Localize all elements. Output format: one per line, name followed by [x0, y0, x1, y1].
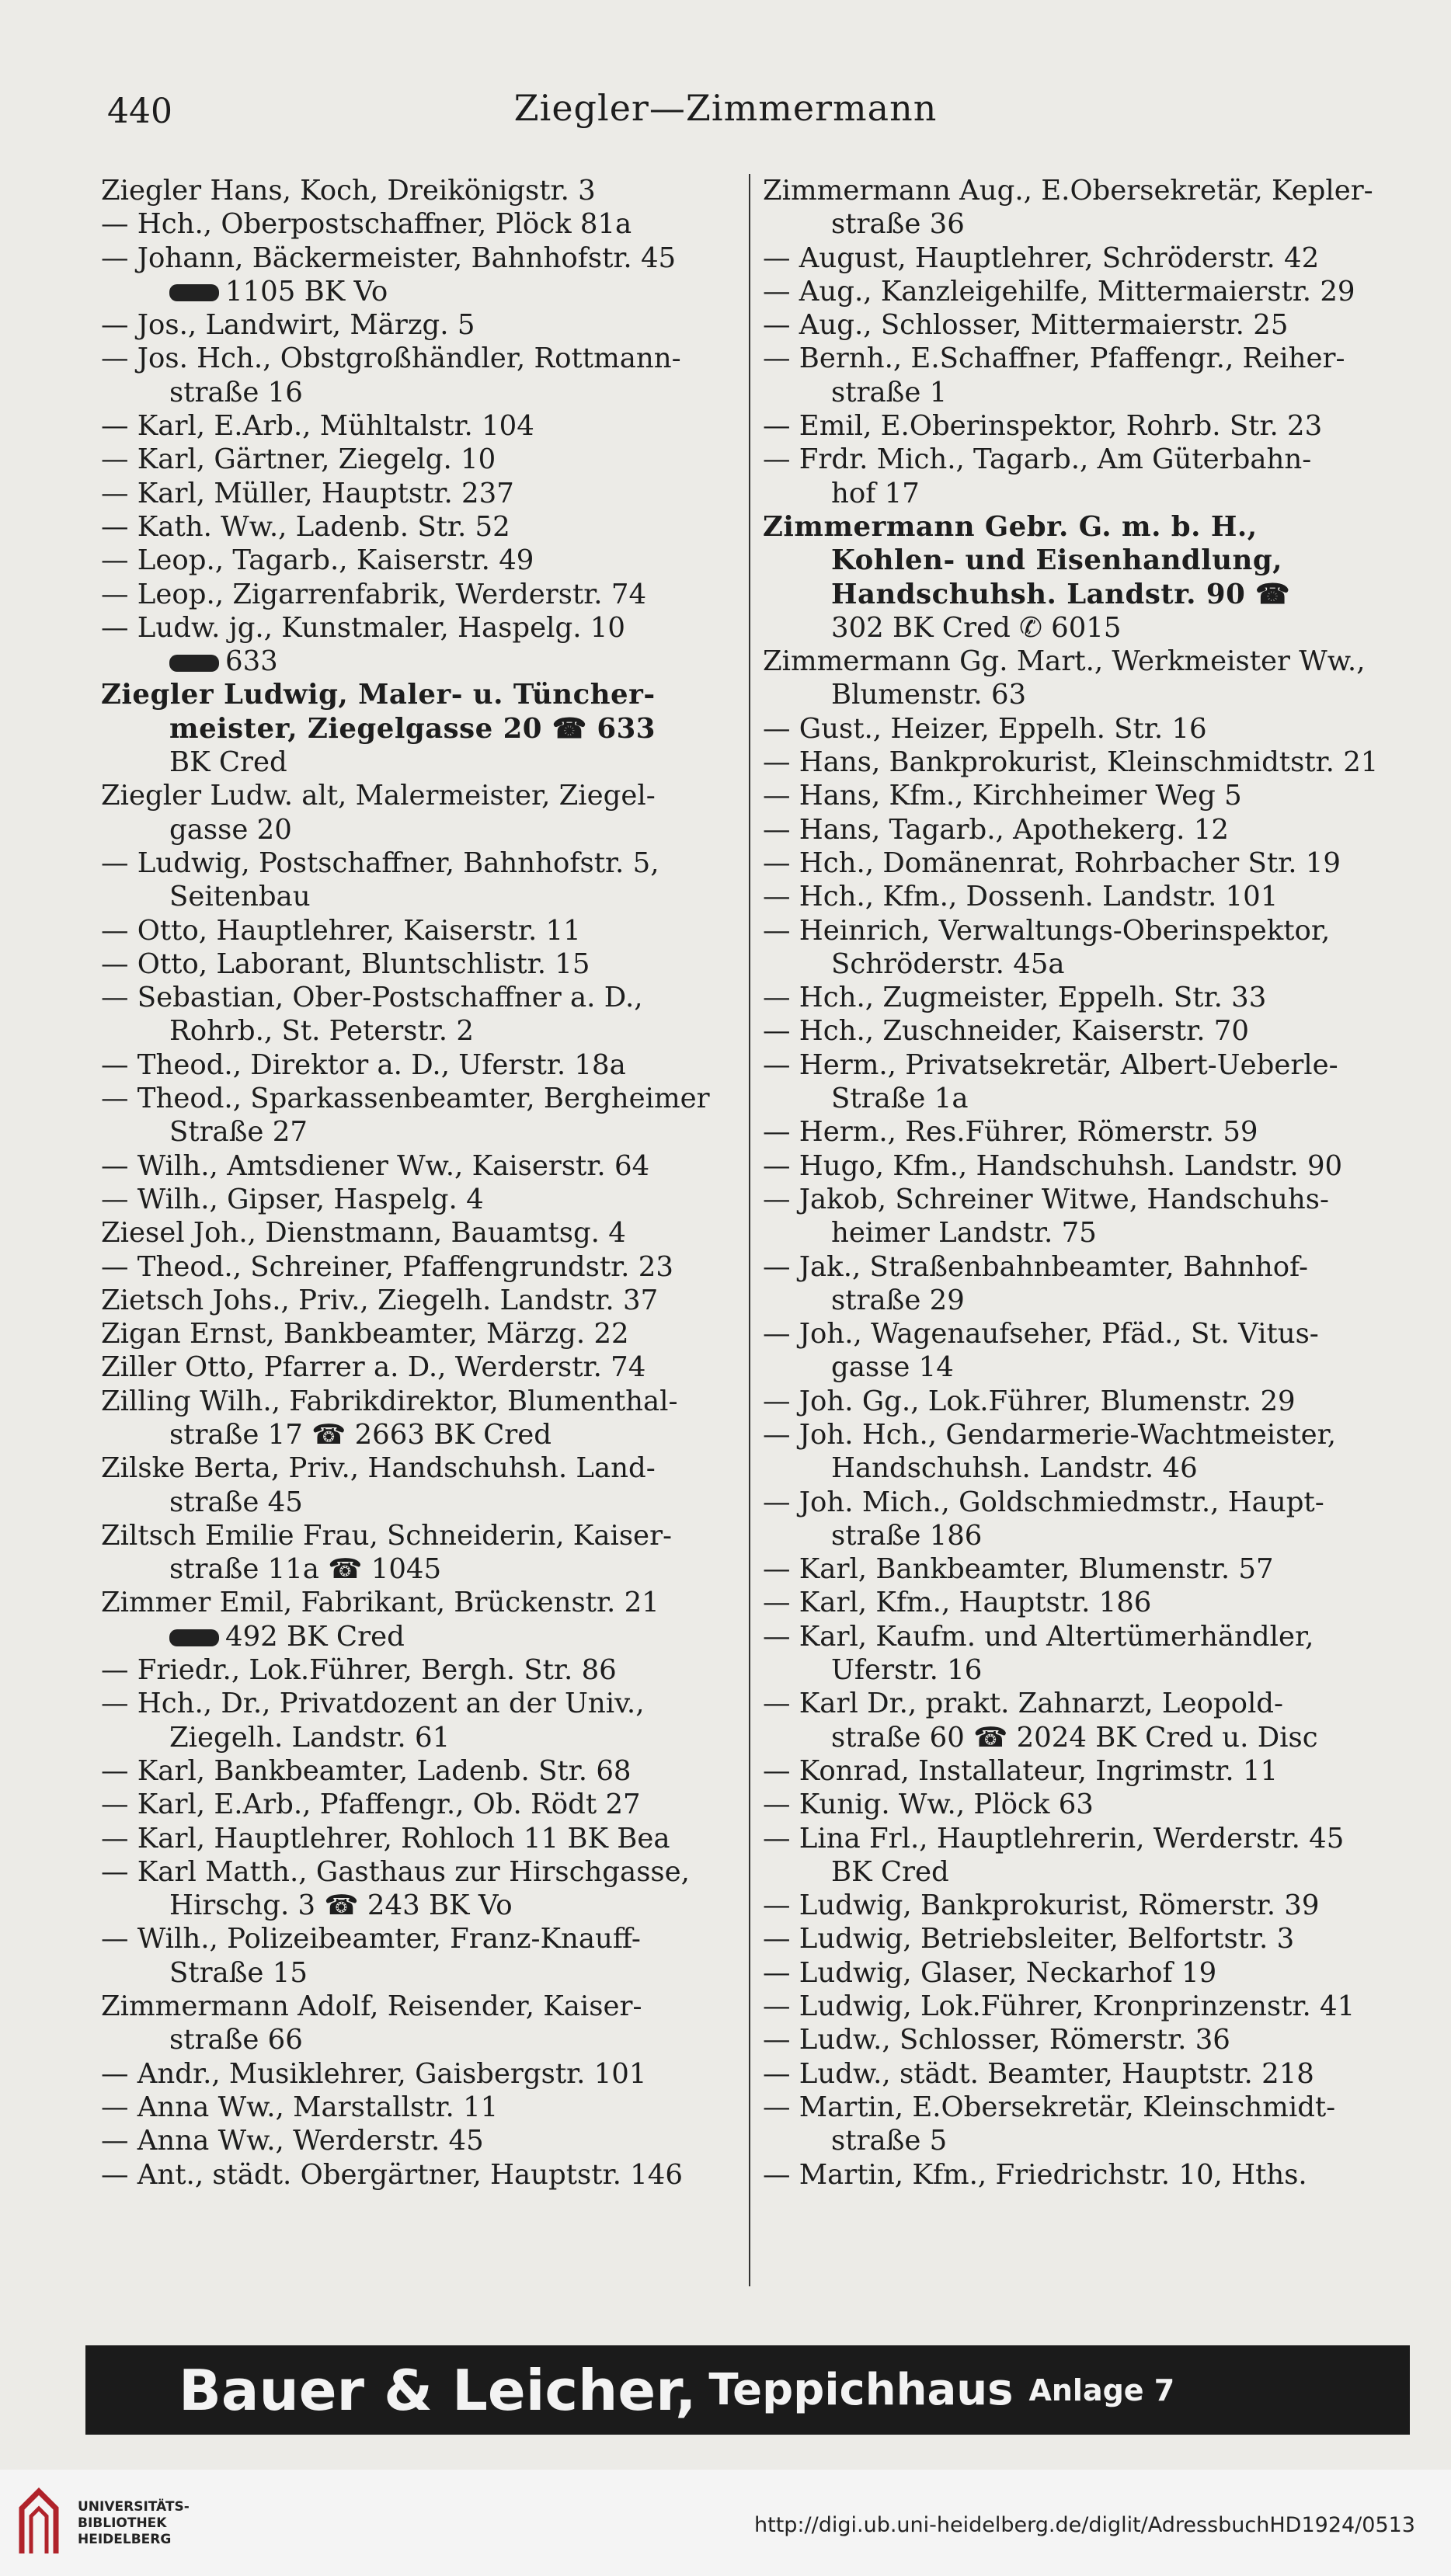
entry-text: — Otto, Laborant, Bluntschlistr. 15: [101, 947, 590, 980]
entry-text: gasse 20: [169, 813, 292, 846]
ad-company-name: Bauer & Leicher,: [179, 2357, 697, 2423]
directory-entry-line: [763, 779, 1392, 812]
directory-entry-line: [763, 914, 1392, 947]
entry-text: Ziegler Ludw. alt, Malermeister, Ziegel-: [101, 780, 656, 812]
directory-entry-line: [101, 1082, 738, 1115]
directory-entry-line: [101, 1486, 738, 1519]
directory-entry-line: [101, 1048, 738, 1082]
directory-entry-line: [763, 1216, 1392, 1250]
source-url-link[interactable]: http://digi.ub.uni-heidelberg.de/diglit/AdressbuchHD1924/0513: [754, 2513, 1415, 2537]
entry-text: Straße 27: [169, 1116, 308, 1149]
page-number: 440: [107, 92, 172, 131]
directory-entry-line: [101, 1956, 738, 1990]
entry-text: 633: [225, 645, 278, 678]
entry-text: straße 5: [831, 2125, 948, 2157]
directory-entry-line: [101, 1552, 738, 1586]
entry-text: Zimmermann Adolf, Reisender, Kaiser-: [101, 1990, 642, 2023]
entry-text: — Martin, Kfm., Friedrichstr. 10, Hths.: [763, 2158, 1307, 2191]
directory-entry-line: [101, 1149, 738, 1183]
entry-text: Zimmermann Gg. Mart., Werkmeister Ww.,: [763, 645, 1366, 678]
directory-entry-line: [101, 1250, 738, 1284]
entry-text: — Hans, Kfm., Kirchheimer Weg 5: [763, 780, 1242, 812]
directory-entry-line: [101, 1351, 738, 1384]
directory-entry-line: [763, 712, 1392, 746]
directory-entry-line: [763, 1586, 1392, 1619]
directory-entry-line: [763, 1250, 1392, 1284]
entry-text: Straße 15: [169, 1956, 308, 1989]
directory-entry-line: [763, 746, 1392, 779]
entry-text: meister, Ziegelgasse 20 ☎ 633: [169, 712, 656, 745]
directory-entry-line: [101, 1788, 738, 1821]
advertisement-banner: [85, 2345, 1410, 2435]
directory-entry-line: [101, 1687, 738, 1720]
directory-entry-line: [763, 1855, 1392, 1889]
entry-text: — Leop., Zigarrenfabrik, Werderstr. 74: [101, 578, 647, 610]
entry-text: — Karl Dr., prakt. Zahnarzt, Leopold-: [763, 1688, 1284, 1720]
directory-entry-line: [101, 1822, 738, 1855]
directory-entry-line: [101, 477, 738, 510]
directory-entry-line: [101, 308, 738, 342]
directory-entry-line: [763, 1115, 1392, 1149]
directory-entry-line: [101, 678, 738, 711]
entry-text: Zilling Wilh., Fabrikdirektor, Blumenthal-: [101, 1385, 678, 1417]
directory-entry-line: [763, 207, 1392, 241]
directory-entry-line: [101, 207, 738, 241]
directory-entry-line: [101, 947, 738, 981]
directory-entry-line: [101, 443, 738, 476]
entry-text: — Karl Matth., Gasthaus zur Hirschgasse,: [101, 1855, 690, 1888]
entry-text: — Jos. Hch., Obstgroßhändler, Rottmann-: [101, 342, 681, 375]
entry-text: Zimmer Emil, Fabrikant, Brückenstr. 21: [101, 1587, 659, 1619]
entry-text: — Karl, Kfm., Hauptstr. 186: [763, 1587, 1152, 1619]
directory-entry-line: [763, 1653, 1392, 1687]
directory-entry-line: [101, 611, 738, 645]
entry-text: — Karl, Müller, Hauptstr. 237: [101, 477, 514, 509]
entry-text: — Herm., Privatsekretär, Albert-Ueberle-: [763, 1048, 1338, 1081]
directory-entry-line: [101, 2124, 738, 2157]
directory-entry-line: [101, 1889, 738, 1922]
directory-entry-line: [101, 1183, 738, 1216]
viewer-footer: [0, 2470, 1451, 2576]
entry-text: — Karl, Gärtner, Ziegelg. 10: [101, 443, 496, 476]
entry-text: — Ludw., Schlosser, Römerstr. 36: [763, 2024, 1230, 2056]
entry-text: — Andr., Musiklehrer, Gaisbergstr. 101: [101, 2057, 647, 2090]
entry-text: — Ludw., städt. Beamter, Hauptstr. 218: [763, 2057, 1314, 2090]
directory-entry-line: [763, 1990, 1392, 2023]
entry-text: — Ludwig, Lok.Führer, Kronprinzenstr. 41: [763, 1990, 1355, 2023]
directory-entry-line: [101, 1721, 738, 1754]
entry-text: — Friedr., Lok.Führer, Bergh. Str. 86: [101, 1654, 617, 1687]
directory-entry-line: [763, 1351, 1392, 1384]
directory-entry-line: [763, 1418, 1392, 1451]
directory-entry-line: [763, 342, 1392, 375]
directory-entry-line: [101, 1855, 738, 1889]
entry-text: — Ludwig, Betriebsleiter, Belfortstr. 3: [763, 1923, 1295, 1955]
directory-entry-line: [763, 1519, 1392, 1552]
directory-entry-line: [101, 1418, 738, 1451]
entry-text: Ziltsch Emilie Frau, Schneiderin, Kaiser-: [101, 1519, 673, 1552]
directory-entry-line: [763, 409, 1392, 443]
entry-text: — Karl, Bankbeamter, Blumenstr. 57: [763, 1553, 1274, 1586]
directory-entry-line: [101, 880, 738, 913]
directory-entry-line: [101, 1284, 738, 1317]
entry-text: — Karl, Kaufm. und Altertümerhändler,: [763, 1620, 1314, 1653]
entry-text: — Joh. Gg., Lok.Führer, Blumenstr. 29: [763, 1385, 1296, 1417]
directory-entry-line: [101, 1519, 738, 1552]
entry-text: Seitenbau: [169, 881, 311, 913]
entry-text: Hirschg. 3 ☎ 243 BK Vo: [169, 1889, 513, 1922]
directory-entry-line: [101, 1115, 738, 1149]
entry-text: Zimmermann Aug., E.Obersekretär, Kepler-: [763, 175, 1373, 207]
entry-text: — Aug., Kanzleigehilfe, Mittermaierstr. 29: [763, 275, 1355, 308]
directory-entry-line: [763, 1889, 1392, 1922]
entry-text: — Emil, E.Oberinspektor, Rohrb. Str. 23: [763, 410, 1323, 443]
entry-text: — Hugo, Kfm., Handschuhsh. Landstr. 90: [763, 1149, 1343, 1182]
entry-text: — Wilh., Amtsdiener Ww., Kaiserstr. 64: [101, 1149, 650, 1182]
directory-entry-line: [763, 1385, 1392, 1418]
entry-text: Handschuhsh. Landstr. 90 ☎: [831, 578, 1290, 610]
entry-text: 492 BK Cred: [225, 1620, 405, 1653]
directory-entry-line: [763, 376, 1392, 409]
entry-text: — Karl, E.Arb., Pfaffengr., Ob. Rödt 27: [101, 1789, 641, 1821]
entry-text: — Herm., Res.Führer, Römerstr. 59: [763, 1116, 1258, 1149]
page-title: Ziegler—Zimmermann: [513, 87, 938, 129]
directory-entry-line: [763, 1620, 1392, 1653]
directory-entry-line: [101, 342, 738, 375]
entry-text: — Johann, Bäckermeister, Bahnhofstr. 45: [101, 242, 677, 274]
entry-text: — Hch., Zugmeister, Eppelh. Str. 33: [763, 982, 1267, 1014]
directory-entry-line: [763, 1183, 1392, 1216]
entry-text: — Anna Ww., Marstallstr. 11: [101, 2091, 499, 2123]
directory-entry-line: [763, 678, 1392, 711]
entry-text: Ziesel Joh., Dienstmann, Bauamtsg. 4: [101, 1217, 626, 1250]
directory-entry-line: [763, 1754, 1392, 1788]
entry-text: — Hans, Tagarb., Apothekerg. 12: [763, 813, 1229, 846]
entry-text: — Leop., Tagarb., Kaiserstr. 49: [101, 544, 534, 577]
directory-entry-line: [101, 1014, 738, 1048]
entry-text: — Theod., Schreiner, Pfaffengrundstr. 23: [101, 1250, 673, 1283]
entry-text: — Konrad, Installateur, Ingrimstr. 11: [763, 1754, 1279, 1787]
right-column: [763, 174, 1392, 2192]
entry-text: — Aug., Schlosser, Mittermaierstr. 25: [763, 309, 1289, 342]
directory-entry-line: [763, 477, 1392, 510]
directory-entry-line: [763, 846, 1392, 880]
directory-entry-line: [763, 1956, 1392, 1990]
entry-text: — Wilh., Gipser, Haspelg. 4: [101, 1183, 484, 1215]
entry-text: straße 17 ☎ 2663 BK Cred: [169, 1418, 552, 1451]
library-name: UNIVERSITÄTS- BIBLIOTHEK HEIDELBERG: [78, 2499, 190, 2547]
directory-entry-line: [763, 2023, 1392, 2056]
telephone-icon: [169, 1629, 219, 1646]
directory-entry-line: [763, 242, 1392, 275]
directory-entry-line: [101, 376, 738, 409]
directory-entry-line: [763, 578, 1392, 611]
entry-text: 1105 BK Vo: [225, 275, 388, 308]
entry-text: Schröderstr. 45a: [831, 947, 1065, 980]
directory-entry-line: [763, 1822, 1392, 1855]
entry-text: — Karl, Hauptlehrer, Rohloch 11 BK Bea: [101, 1822, 670, 1855]
entry-text: — August, Hauptlehrer, Schröderstr. 42: [763, 242, 1320, 274]
directory-entry-line: [101, 1754, 738, 1788]
directory-entry-line: [101, 510, 738, 544]
directory-entry-line: [101, 1922, 738, 1955]
directory-entry-line: [763, 1687, 1392, 1720]
directory-entry-line: [101, 1317, 738, 1351]
entry-text: Handschuhsh. Landstr. 46: [831, 1452, 1198, 1485]
directory-entry-line: [763, 2091, 1392, 2124]
directory-entry-line: [101, 578, 738, 611]
directory-entry-line: [101, 1216, 738, 1250]
left-column: [101, 174, 738, 2192]
directory-entry-line: [101, 779, 738, 812]
entry-text: — Ludwig, Bankprokurist, Römerstr. 39: [763, 1889, 1320, 1922]
entry-text: — Hch., Kfm., Dossenh. Landstr. 101: [763, 881, 1279, 913]
telephone-icon: [169, 655, 219, 672]
directory-entry-line: [763, 813, 1392, 846]
entry-text: — Kath. Ww., Ladenb. Str. 52: [101, 510, 510, 543]
directory-entry-line: [763, 981, 1392, 1014]
directory-entry-line: [101, 914, 738, 947]
entry-text: — Hans, Bankprokurist, Kleinschmidtstr. 21: [763, 746, 1379, 779]
entry-text: hof 17: [831, 477, 920, 509]
entry-text: — Ant., städt. Obergärtner, Hauptstr. 146: [101, 2158, 683, 2191]
entry-text: straße 1: [831, 376, 948, 408]
entry-text: Ziller Otto, Pfarrer a. D., Werderstr. 74: [101, 1351, 646, 1384]
entry-text: — Kunig. Ww., Plöck 63: [763, 1789, 1094, 1821]
entry-text: Ziegler Ludwig, Maler- u. Tüncher-: [101, 679, 656, 711]
directory-entry-line: [763, 1486, 1392, 1519]
entry-text: straße 29: [831, 1284, 965, 1316]
directory-entry-line: [101, 1586, 738, 1619]
entry-text: Kohlen- und Eisenhandlung,: [831, 544, 1282, 577]
entry-text: Zietsch Johs., Priv., Ziegelh. Landstr. 37: [101, 1284, 659, 1316]
directory-entry-line: [101, 981, 738, 1014]
entry-text: straße 16: [169, 376, 303, 408]
entry-text: 302 BK Cred ✆ 6015: [831, 611, 1122, 644]
entry-text: — Martin, E.Obersekretär, Kleinschmidt-: [763, 2091, 1336, 2123]
ad-business-type: Teppichhaus: [708, 2365, 1014, 2415]
entry-text: — Hch., Dr., Privatdozent an der Univ.,: [101, 1688, 645, 1720]
entry-text: — Karl, E.Arb., Mühltalstr. 104: [101, 410, 534, 443]
entry-text: Rohrb., St. Peterstr. 2: [169, 1015, 474, 1048]
entry-text: — Otto, Hauptlehrer, Kaiserstr. 11: [101, 914, 581, 947]
entry-text: Ziegler Hans, Koch, Dreikönigstr. 3: [101, 175, 596, 207]
directory-entry-line: [763, 174, 1392, 207]
entry-text: gasse 14: [831, 1351, 954, 1384]
entry-text: — Ludwig, Glaser, Neckarhof 19: [763, 1956, 1217, 1989]
telephone-icon: [169, 284, 219, 301]
entry-text: BK Cred: [169, 746, 287, 779]
directory-entry-line: [763, 2158, 1392, 2192]
entry-text: — Theod., Direktor a. D., Uferstr. 18a: [101, 1048, 626, 1081]
entry-text: — Joh. Mich., Goldschmiedmstr., Haupt-: [763, 1486, 1324, 1518]
entry-text: — Wilh., Polizeibeamter, Franz-Knauff-: [101, 1923, 641, 1955]
directory-entry-line: [763, 1451, 1392, 1485]
directory-entry-line: [763, 544, 1392, 577]
entry-text: — Karl, Bankbeamter, Ladenb. Str. 68: [101, 1754, 632, 1787]
directory-entry-line: [763, 2057, 1392, 2091]
directory-entry-line: [101, 1990, 738, 2023]
directory-entry-line: [763, 1721, 1392, 1754]
entry-text: — Anna Ww., Werderstr. 45: [101, 2125, 484, 2157]
entry-text: — Joh. Hch., Gendarmerie-Wachtmeister,: [763, 1418, 1336, 1451]
entry-text: — Jak., Straßenbahnbeamter, Bahnhof-: [763, 1250, 1309, 1283]
entry-text: — Ludwig, Postschaffner, Bahnhofstr. 5,: [101, 846, 659, 879]
entry-text: — Hch., Domänenrat, Rohrbacher Str. 19: [763, 846, 1341, 879]
entry-text: Straße 1a: [831, 1083, 969, 1115]
entry-text: — Hch., Zuschneider, Kaiserstr. 70: [763, 1015, 1249, 1048]
entry-text: — Jos., Landwirt, Märzg. 5: [101, 309, 475, 342]
directory-entry-line: [763, 1014, 1392, 1048]
entry-text: straße 11a ☎ 1045: [169, 1553, 442, 1586]
directory-entry-line: [101, 712, 738, 746]
directory-entry-line: [101, 846, 738, 880]
entry-text: heimer Landstr. 75: [831, 1217, 1097, 1250]
ad-address: Anlage 7: [1028, 2373, 1175, 2407]
directory-entry-line: [763, 510, 1392, 544]
directory-entry-line: [101, 2158, 738, 2192]
directory-entry-line: [101, 409, 738, 443]
directory-entry-line: [101, 813, 738, 846]
directory-entry-line: [101, 1620, 738, 1653]
entry-text: — Frdr. Mich., Tagarb., Am Güterbahn-: [763, 443, 1312, 476]
entry-text: Blumenstr. 63: [831, 679, 1027, 711]
entry-text: — Heinrich, Verwaltungs-Oberinspektor,: [763, 914, 1331, 947]
university-seal-icon: [16, 2485, 62, 2559]
directory-entry-line: [101, 1451, 738, 1485]
directory-entry-line: [763, 1048, 1392, 1082]
entry-text: — Bernh., E.Schaffner, Pfaffengr., Reiher-: [763, 342, 1345, 375]
directory-entry-line: [101, 1653, 738, 1687]
entry-text: BK Cred: [831, 1855, 949, 1888]
directory-entry-line: [763, 645, 1392, 678]
directory-entry-line: [763, 275, 1392, 308]
directory-entry-line: [101, 174, 738, 207]
entry-text: — Ludw. jg., Kunstmaler, Haspelg. 10: [101, 611, 625, 644]
entry-text: Zimmermann Gebr. G. m. b. H.,: [763, 510, 1258, 543]
directory-entry-line: [763, 947, 1392, 981]
entry-text: Uferstr. 16: [831, 1654, 983, 1687]
directory-entry-line: [763, 1082, 1392, 1115]
directory-entry-line: [101, 746, 738, 779]
directory-entry-line: [763, 1149, 1392, 1183]
entry-text: — Theod., Sparkassenbeamter, Bergheimer: [101, 1083, 710, 1115]
directory-entry-line: [763, 1317, 1392, 1351]
directory-entry-line: [101, 2057, 738, 2091]
directory-entry-line: [763, 1922, 1392, 1955]
entry-text: — Gust., Heizer, Eppelh. Str. 16: [763, 712, 1207, 745]
directory-entry-line: [763, 1552, 1392, 1586]
directory-entry-line: [763, 611, 1392, 645]
directory-entry-line: [101, 2023, 738, 2056]
directory-entry-line: [763, 880, 1392, 913]
directory-entry-line: [763, 308, 1392, 342]
entry-text: — Joh., Wagenaufseher, Pfäd., St. Vitus-: [763, 1318, 1319, 1351]
entry-text: straße 36: [831, 208, 965, 241]
entry-text: — Jakob, Schreiner Witwe, Handschuhs-: [763, 1183, 1329, 1215]
directory-entry-line: [101, 544, 738, 577]
directory-entry-line: [101, 275, 738, 308]
directory-entry-line: [763, 2124, 1392, 2157]
directory-entry-line: [101, 242, 738, 275]
entry-text: straße 60 ☎ 2024 BK Cred u. Disc: [831, 1721, 1318, 1754]
entry-text: Zilske Berta, Priv., Handschuhsh. Land-: [101, 1452, 656, 1485]
directory-entry-line: [763, 1788, 1392, 1821]
entry-text: — Sebastian, Ober-Postschaffner a. D.,: [101, 982, 643, 1014]
column-divider: [749, 174, 750, 2286]
directory-entry-line: [763, 443, 1392, 476]
entry-text: — Hch., Oberpostschaffner, Plöck 81a: [101, 208, 632, 241]
entry-text: — Lina Frl., Hauptlehrerin, Werderstr. 45: [763, 1822, 1345, 1855]
entry-text: straße 66: [169, 2024, 303, 2056]
directory-entry-line: [101, 2091, 738, 2124]
directory-entry-line: [763, 1284, 1392, 1317]
entry-text: straße 186: [831, 1519, 983, 1552]
entry-text: Ziegelh. Landstr. 61: [169, 1721, 451, 1754]
entry-text: Zigan Ernst, Bankbeamter, Märzg. 22: [101, 1318, 629, 1351]
directory-entry-line: [101, 645, 738, 678]
entry-text: straße 45: [169, 1486, 303, 1518]
directory-entry-line: [101, 1385, 738, 1418]
